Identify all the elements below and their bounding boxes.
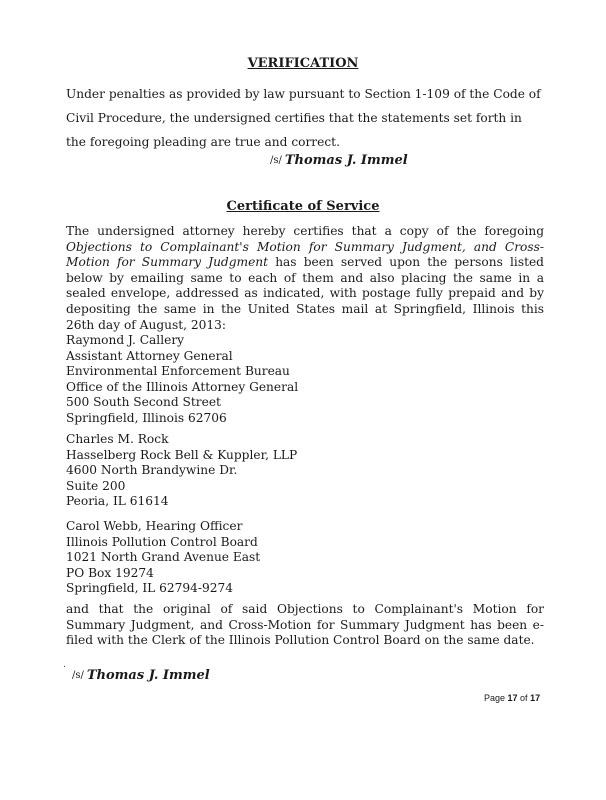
verification-signature (270, 153, 408, 168)
intro-text-1: The undersigned attorney hereby certifies that a copy of the foregoing (66, 224, 544, 238)
margin-mark: . (63, 660, 66, 670)
closing-paragraph: and that the original of said Objections to Complainant's Motion for Summary Judgment, and Cross-Motion for Summary Judgment has been e-filed with the Clerk of the Illinois Pollution Control Board on the same date. (66, 602, 544, 648)
page-total: 17 (530, 693, 541, 703)
address-line: PO Box 19274 (66, 565, 154, 580)
signature-name: Thomas J. Immel (86, 668, 210, 683)
page-label: Page (484, 693, 508, 703)
address-line: Raymond J. Callery (66, 333, 185, 347)
address-line: Hasselberg Rock Bell & Kuppler, LLP (66, 447, 298, 462)
intro-text-2: has been served upon the persons listed below by emailing same to each of them and also placing the same in a sealed envelope, addressed as indicated, with postage fully prepaid and by depositing the same in the United States mail at Springfield, Illinois this 26th day of August, 2013: (66, 255, 544, 332)
address-line: Assistant Attorney General (66, 348, 233, 363)
page-of-label: of (517, 693, 531, 703)
recipient-address-1 (66, 333, 298, 427)
page-number (484, 693, 540, 703)
address-line: Peoria, IL 61614 (66, 494, 169, 509)
recipient-address-2 (66, 432, 297, 510)
signature-prefix: /s/ (72, 670, 84, 681)
address-line: Springfield, IL 62794-9274 (66, 581, 234, 596)
address-line: 4600 North Brandywine Dr. (66, 463, 238, 478)
verification-heading: VERIFICATION (247, 56, 359, 71)
recipient-address-3 (66, 519, 260, 597)
address-line: Carol Webb, Hearing Officer (66, 519, 243, 533)
address-line: Charles M. Rock (66, 432, 169, 446)
verification-text: Under penalties as provided by law pursuant to Section 1-109 of the Code of Civil Procedure, the undersigned certifies that the statements set forth in the foregoing pleading are true and correct. (66, 87, 541, 149)
address-line: Office of the Illinois Attorney General (66, 379, 299, 394)
signature-prefix: /s/ (270, 155, 282, 166)
certificate-heading: Certificate of Service (226, 199, 380, 214)
certificate-intro (66, 224, 544, 333)
address-line: Suite 200 (66, 478, 126, 493)
address-line: Illinois Pollution Control Board (66, 534, 258, 549)
intro-document-title: Objections to Complainant's Motion for Summary Judgment, and Cross-Motion for Summary Judgment (66, 239, 544, 270)
closing-signature (72, 668, 210, 683)
address-line: 500 South Second Street (66, 395, 221, 410)
address-line: Springfield, Illinois 62706 (66, 410, 227, 425)
address-line: 1021 North Grand Avenue East (66, 550, 261, 565)
address-line: Environmental Enforcement Bureau (66, 364, 290, 379)
page-current: 17 (507, 693, 518, 703)
signature-name: Thomas J. Immel (284, 153, 408, 168)
